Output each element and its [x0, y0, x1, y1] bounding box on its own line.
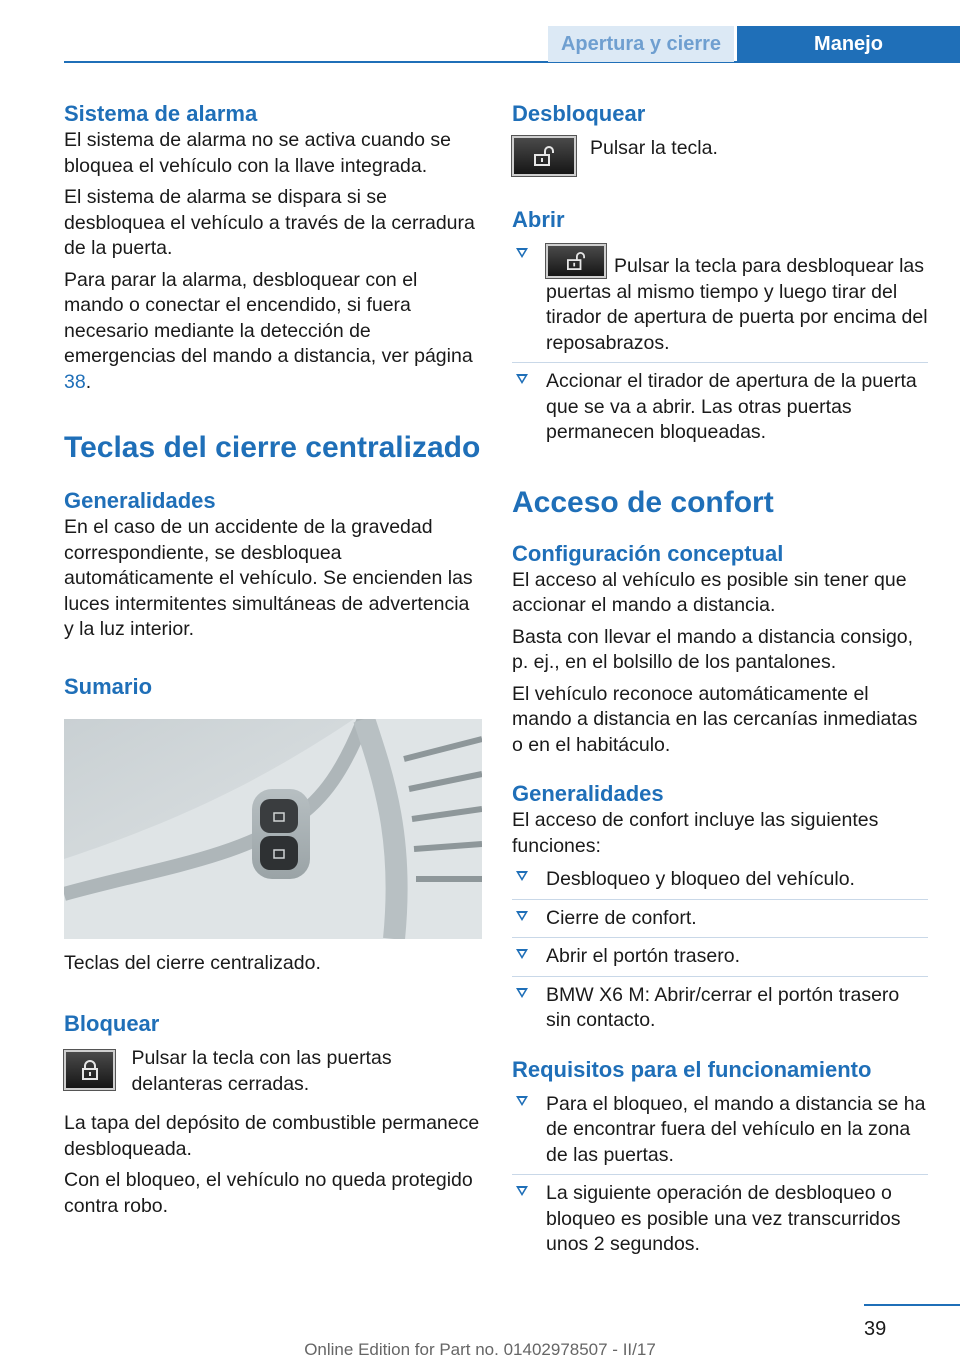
page-number: 39 — [864, 1318, 887, 1340]
alarm-heading: Sistema de alarma — [64, 101, 258, 126]
open-step-1 — [512, 244, 928, 356]
requirements-list — [512, 1092, 928, 1258]
concept-paragraph-1: El acceso al vehículo es posible sin tener que accionar el mando a distancia. — [512, 568, 907, 616]
list-item — [512, 899, 928, 932]
triangle-bullet-icon — [516, 374, 528, 384]
door-switch-photo — [64, 719, 482, 939]
unlock-icon — [566, 252, 586, 270]
alarm-text: Para parar la alarma, desbloquear con el mando o conectar el encendido, si fuera necesario mediante la detección de emergencias del mando a distancia, ver página — [64, 268, 473, 367]
central-general-heading: Generalidades — [64, 488, 216, 513]
open-heading: Abrir — [512, 207, 565, 232]
unlock-key-row — [512, 136, 928, 176]
concept-paragraph-3: El vehículo reconoce automáticamente el mando a distancia en las cercanías inmediatas o en el habitáculo. — [512, 682, 918, 756]
left-column — [64, 100, 482, 1225]
concept-heading: Configuración conceptual — [512, 540, 784, 566]
central-general-text: En el caso de un accidente de la gravedad correspondiente, se desbloquea automáticamente el vehículo. Se encienden las luces intermitentes simultáneas de advertencia y la luz interior. — [64, 516, 473, 640]
concept-paragraph-2: Basta con llevar el mando a distancia consigo, p. ej., en el bolsillo de los pantalones. — [512, 625, 914, 673]
lock-heading: Bloquear — [64, 1011, 160, 1036]
open-step-text: Accionar el tirador de apertura de la puerta que se va a abrir. Las otras puertas permanecen bloqueadas. — [546, 370, 917, 443]
comfort-general-text: El acceso de confort incluye las siguientes funciones: — [512, 809, 879, 857]
unlock-icon — [533, 146, 555, 166]
list-item-text: Cierre de confort. — [546, 906, 697, 929]
unlock-heading: Desbloquear — [512, 101, 646, 126]
lock-paragraph-2: Con el bloqueo, el vehículo no queda protegido contra robo. — [64, 1169, 473, 1217]
list-item-text: Abrir el portón trasero. — [546, 945, 741, 967]
summary-heading: Sumario — [64, 673, 153, 699]
list-item-text: La siguiente operación de desbloqueo o bloqueo es posible una vez transcurridos unos 2 segundos. — [546, 1182, 901, 1255]
triangle-bullet-icon — [516, 1186, 528, 1196]
alarm-paragraph-1: El sistema de alarma no se activa cuando se bloquea el vehículo con la llave integrada. — [64, 129, 451, 177]
header-chapter-label: Manejo — [814, 32, 883, 55]
list-item — [512, 976, 928, 1034]
header-section-tab[interactable] — [548, 26, 734, 62]
list-item-text: Desbloqueo y bloqueo del vehículo. — [546, 868, 855, 890]
door-switch-illustration — [64, 719, 482, 939]
triangle-bullet-icon — [516, 871, 528, 881]
page-link[interactable]: 38 — [64, 370, 86, 393]
list-item — [512, 1174, 928, 1258]
comfort-functions — [512, 867, 928, 1034]
lock-paragraph-1: La tapa del depósito de combustible permanece desbloqueada. — [64, 1112, 480, 1160]
lock-key-row — [64, 1046, 482, 1097]
requirements-heading: Requisitos para el funcionamiento — [512, 1056, 872, 1082]
triangle-bullet-icon — [516, 248, 528, 258]
list-item-text: BMW X6 M: Abrir/cerrar el portón trasero sin contacto. — [546, 983, 900, 1031]
footer-rule — [864, 1304, 960, 1306]
header-section-label: Apertura y cierre — [560, 32, 722, 55]
header-chapter-tab[interactable] — [737, 26, 960, 62]
list-item — [512, 1092, 928, 1169]
alarm-paragraph-2: El sistema de alarma se dispara si se desbloquea el vehículo a través de la cerradura de la puerta. — [64, 186, 475, 259]
lock-key-button[interactable] — [64, 1050, 115, 1090]
triangle-bullet-icon — [516, 1096, 528, 1106]
unlock-description: Pulsar la tecla. — [590, 137, 718, 159]
alarm-text-end: . — [85, 370, 92, 393]
comfort-access-title: Acceso de confort — [512, 485, 774, 519]
triangle-bullet-icon — [516, 988, 528, 998]
open-steps — [512, 244, 928, 446]
triangle-bullet-icon — [516, 949, 528, 959]
lock-icon — [81, 1060, 99, 1080]
central-locking-title: Teclas del cierre centralizado — [64, 431, 481, 464]
list-item — [512, 867, 928, 893]
open-step-text: Pulsar la tecla para desbloquear las puertas al mismo tiempo y luego tirar del tirador de apertura de puerta por encima del reposabrazos. — [546, 255, 928, 354]
unlock-key-inline[interactable] — [546, 244, 606, 278]
list-item — [512, 937, 928, 970]
edition-note: Online Edition for Part no. 01402978507 - II/17 — [304, 1340, 656, 1359]
lock-description: Pulsar la tecla con las puertas delanteras cerradas. — [131, 1047, 392, 1095]
triangle-bullet-icon — [516, 911, 528, 921]
right-column — [512, 100, 928, 1258]
image-caption: Teclas del cierre centralizado. — [64, 951, 321, 974]
alarm-paragraph-3 — [64, 268, 482, 396]
comfort-general-heading: Generalidades — [512, 781, 664, 806]
list-item-text: Para el bloqueo, el mando a distancia se ha de encontrar fuera del vehículo en la zona de las puertas. — [546, 1092, 926, 1166]
open-step-2 — [512, 362, 928, 446]
unlock-key-button[interactable] — [512, 136, 576, 176]
